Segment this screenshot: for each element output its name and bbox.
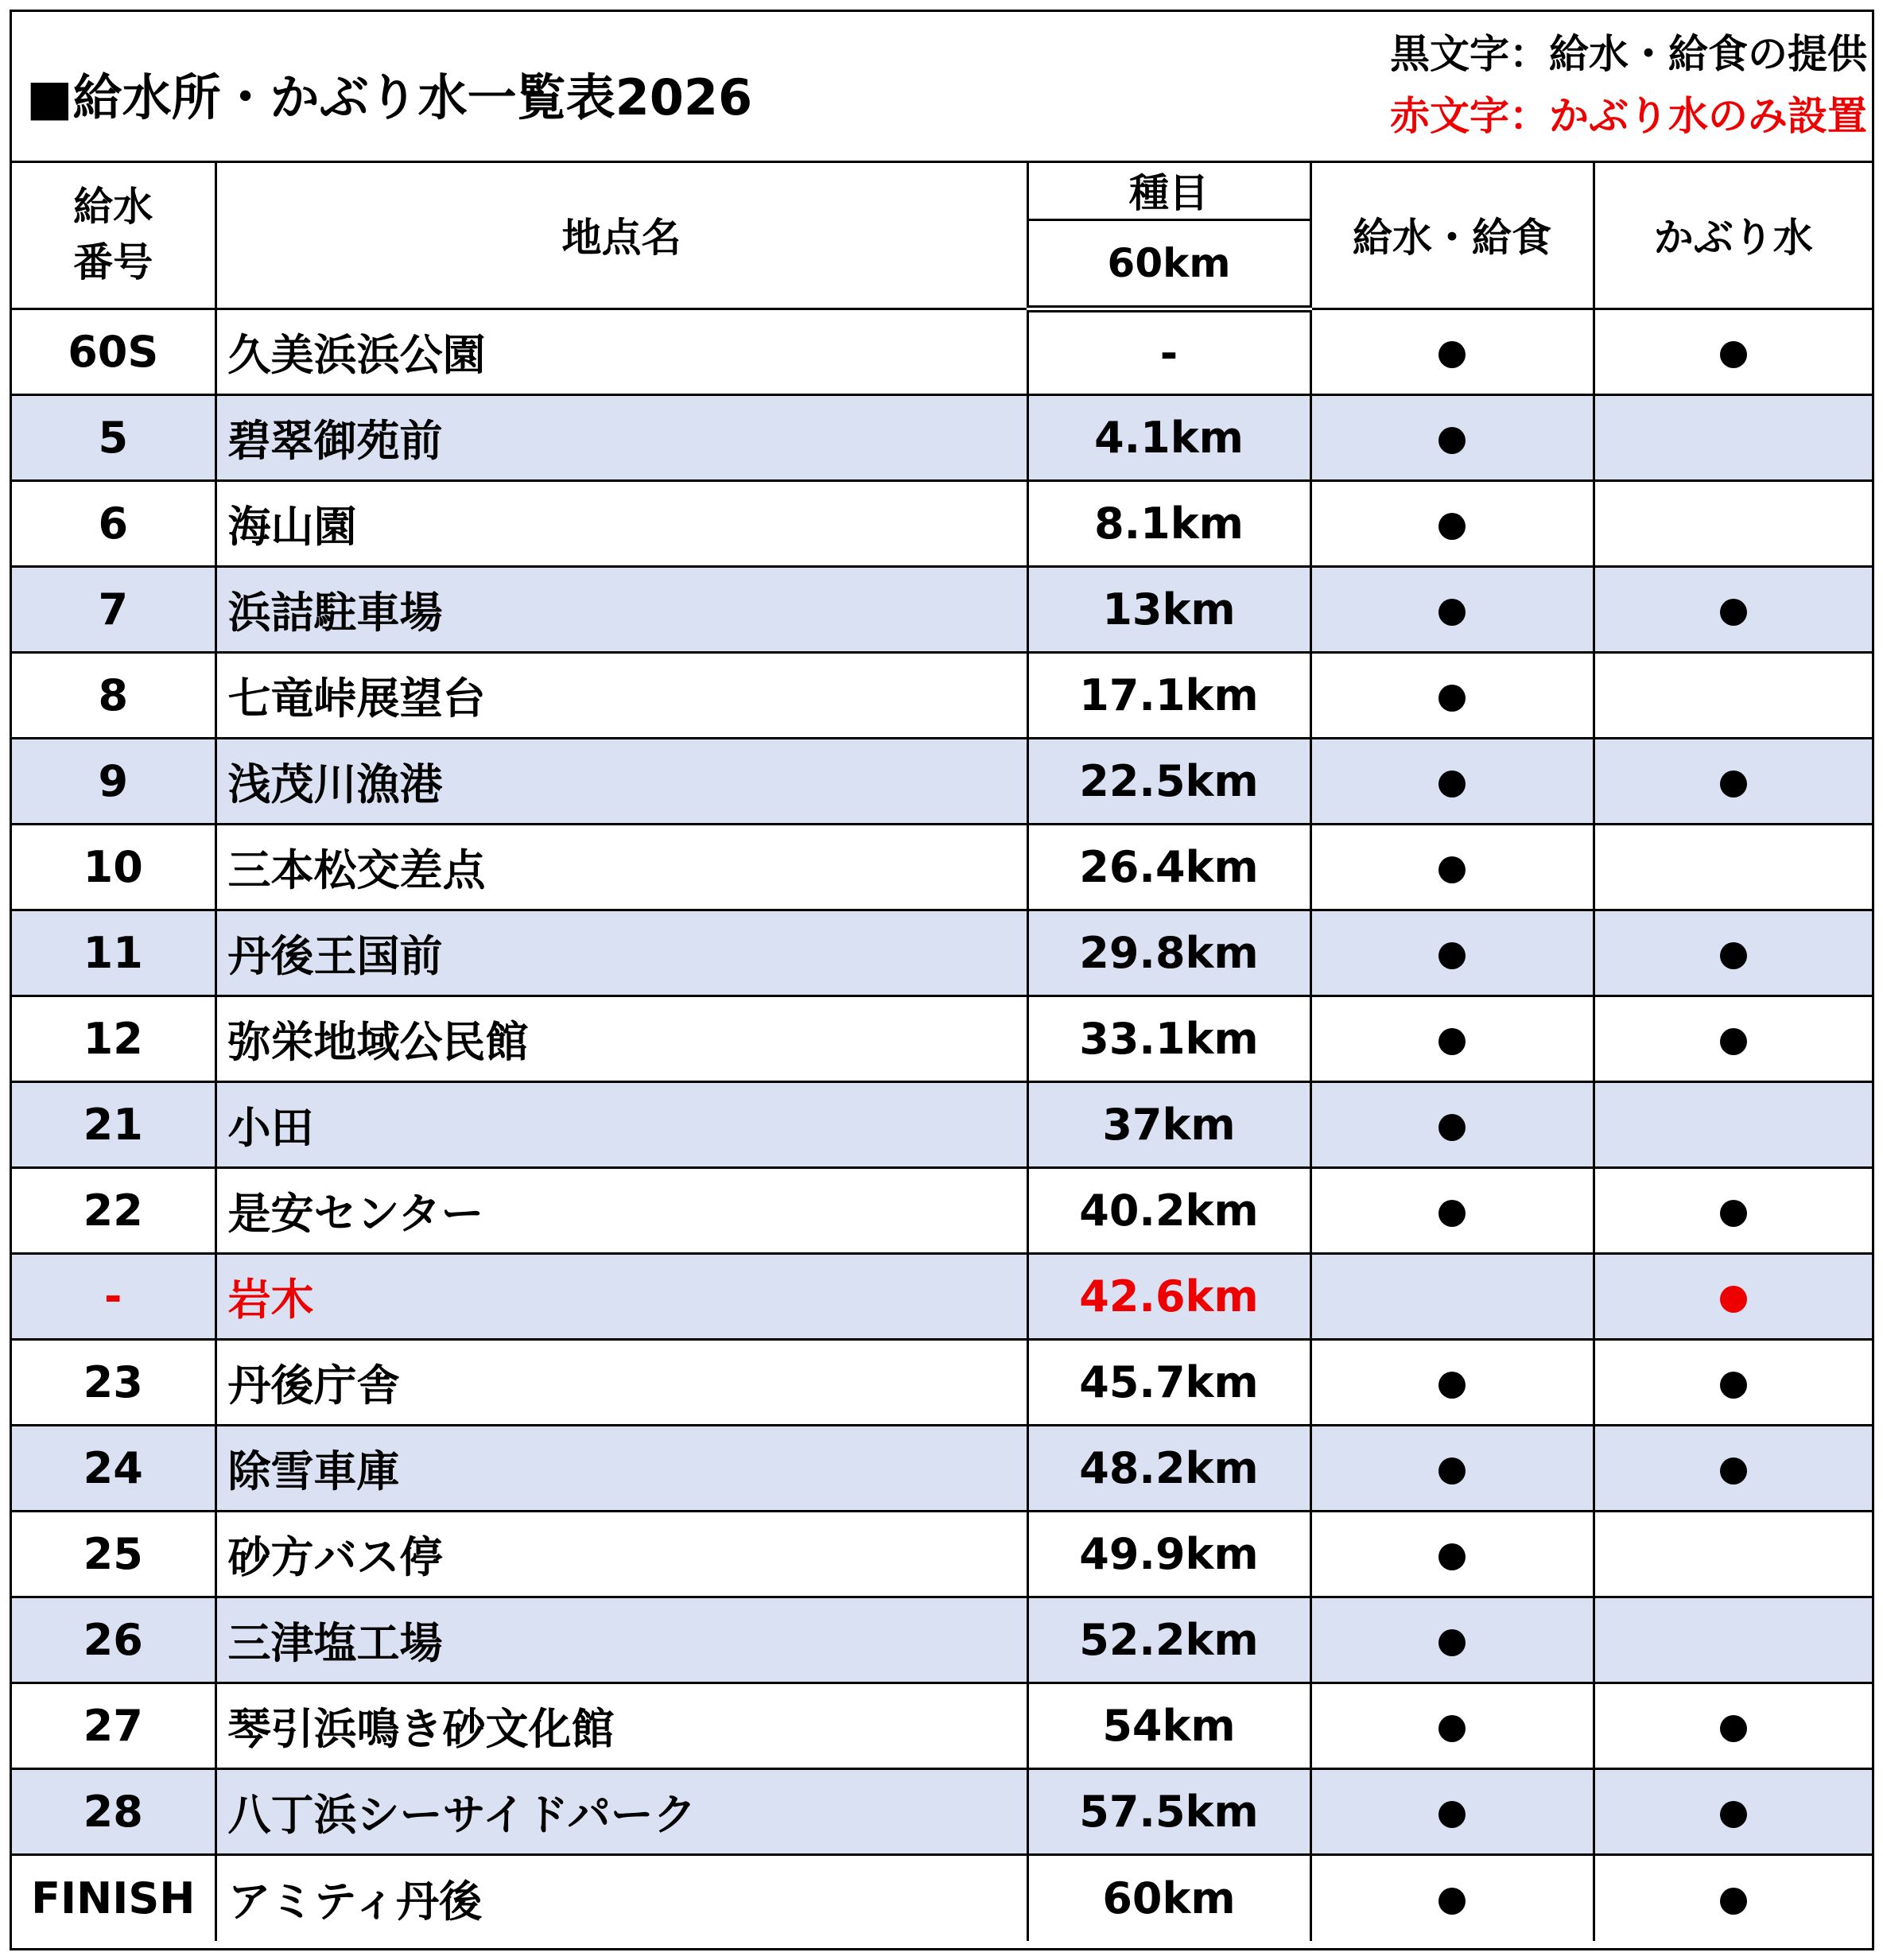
location-name: 岩木 [215, 1254, 1027, 1340]
location-name: 除雪車庫 [215, 1426, 1027, 1512]
table-row [12, 653, 1872, 739]
water-food-dot-icon [1438, 1114, 1466, 1141]
header-number-line1: 給水 [73, 184, 153, 230]
legend-red-text: 赤文字：かぶり水のみ設置 [1390, 93, 1867, 139]
water-food-cell [1310, 1426, 1594, 1512]
location-name: 丹後王国前 [215, 910, 1027, 996]
location-name: 丹後庁舎 [215, 1340, 1027, 1426]
kaburi-dot-icon [1720, 1372, 1747, 1399]
water-food-cell [1310, 1168, 1594, 1254]
water-food-dot-icon [1438, 599, 1466, 626]
location-name: 七竜峠展望台 [215, 653, 1027, 739]
location-name: 弥栄地域公民館 [215, 996, 1027, 1082]
location-name: 八丁浜シーサイドパーク [215, 1769, 1027, 1855]
legend-black-text: 黒文字：給水・給食の提供 [1390, 31, 1867, 77]
location-name: 是安センター [215, 1168, 1027, 1254]
table-row [12, 1254, 1872, 1340]
header-number-line2: 番号 [73, 239, 153, 285]
distance: 8.1km [1027, 481, 1310, 567]
kaburi-cell [1594, 1254, 1872, 1340]
water-food-dot-icon [1438, 513, 1466, 540]
water-food-dot-icon [1438, 770, 1466, 798]
water-food-cell [1310, 910, 1594, 996]
distance: 26.4km [1027, 825, 1310, 910]
legend [1390, 23, 1867, 147]
table-row [12, 910, 1872, 996]
kaburi-dot-icon [1720, 1888, 1747, 1915]
table-row [12, 739, 1872, 825]
table-row [12, 1597, 1872, 1683]
location-name: 砂方バス停 [215, 1512, 1027, 1597]
kaburi-cell [1594, 395, 1872, 481]
table-row [12, 1340, 1872, 1426]
water-food-dot-icon [1438, 856, 1466, 883]
header-number [12, 161, 215, 309]
water-food-dot-icon [1438, 685, 1466, 712]
water-food-dot-icon [1438, 1543, 1466, 1570]
water-food-cell [1310, 825, 1594, 910]
header-water-food: 給水・給食 [1310, 161, 1594, 309]
distance: 52.2km [1027, 1597, 1310, 1683]
table-row [12, 996, 1872, 1082]
kaburi-dot-icon [1720, 1028, 1747, 1055]
station-number: 25 [12, 1512, 215, 1597]
table-row [12, 1082, 1872, 1168]
kaburi-cell [1594, 996, 1872, 1082]
station-number: 10 [12, 825, 215, 910]
location-name: 碧翠御苑前 [215, 395, 1027, 481]
header-kaburi: かぶり水 [1594, 161, 1872, 309]
location-name: 浜詰駐車場 [215, 567, 1027, 653]
kaburi-dot-icon [1720, 1715, 1747, 1742]
water-food-cell [1310, 309, 1594, 395]
water-food-cell [1310, 1769, 1594, 1855]
station-number: 24 [12, 1426, 215, 1512]
distance: 17.1km [1027, 653, 1310, 739]
table-row [12, 395, 1872, 481]
location-name: 浅茂川漁港 [215, 739, 1027, 825]
distance: 54km [1027, 1683, 1310, 1769]
table-row [12, 1769, 1872, 1855]
kaburi-dot-icon [1720, 341, 1747, 368]
distance: 48.2km [1027, 1426, 1310, 1512]
water-food-dot-icon [1438, 1028, 1466, 1055]
water-food-dot-icon [1438, 1715, 1466, 1742]
distance: 57.5km [1027, 1769, 1310, 1855]
location-name: アミティ丹後 [215, 1855, 1027, 1941]
aid-station-sheet [10, 10, 1874, 1950]
station-number: 5 [12, 395, 215, 481]
table-row [12, 567, 1872, 653]
table-row [12, 1512, 1872, 1597]
distance: 45.7km [1027, 1340, 1310, 1426]
table-row [12, 1168, 1872, 1254]
kaburi-cell [1594, 825, 1872, 910]
station-number: 23 [12, 1340, 215, 1426]
distance: 4.1km [1027, 395, 1310, 481]
table-row [12, 309, 1872, 395]
table-row [12, 1855, 1872, 1941]
water-food-dot-icon [1438, 1200, 1466, 1227]
water-food-dot-icon [1438, 1629, 1466, 1656]
distance: 40.2km [1027, 1168, 1310, 1254]
distance: 37km [1027, 1082, 1310, 1168]
distance: 33.1km [1027, 996, 1310, 1082]
distance: 13km [1027, 567, 1310, 653]
station-number: 26 [12, 1597, 215, 1683]
kaburi-dot-icon [1720, 1801, 1747, 1828]
station-number: 6 [12, 481, 215, 567]
distance: 29.8km [1027, 910, 1310, 996]
aid-station-table [12, 161, 1872, 1941]
station-number: 27 [12, 1683, 215, 1769]
kaburi-cell [1594, 481, 1872, 567]
header-location: 地点名 [215, 161, 1027, 309]
water-food-cell [1310, 739, 1594, 825]
water-food-cell [1310, 1082, 1594, 1168]
kaburi-dot-icon [1720, 1286, 1747, 1313]
kaburi-cell [1594, 653, 1872, 739]
water-food-cell [1310, 395, 1594, 481]
station-number: 9 [12, 739, 215, 825]
water-food-dot-icon [1438, 1888, 1466, 1915]
station-number: - [12, 1254, 215, 1340]
kaburi-cell [1594, 1597, 1872, 1683]
water-food-dot-icon [1438, 1801, 1466, 1828]
kaburi-cell [1594, 1855, 1872, 1941]
kaburi-cell [1594, 910, 1872, 996]
distance: 49.9km [1027, 1512, 1310, 1597]
water-food-cell [1310, 1512, 1594, 1597]
header-category: 種目 [1027, 161, 1310, 220]
water-food-dot-icon [1438, 1372, 1466, 1399]
location-name: 三本松交差点 [215, 825, 1027, 910]
station-number: 28 [12, 1769, 215, 1855]
station-number: 12 [12, 996, 215, 1082]
page-title: ■給水所・かぶり水一覧表2026 [26, 68, 753, 126]
distance: - [1027, 309, 1310, 395]
water-food-cell [1310, 1254, 1594, 1340]
water-food-dot-icon [1438, 427, 1466, 454]
kaburi-cell [1594, 567, 1872, 653]
header-distance: 60km [1027, 220, 1310, 309]
water-food-cell [1310, 1597, 1594, 1683]
station-number: FINISH [12, 1855, 215, 1941]
station-number: 7 [12, 567, 215, 653]
water-food-cell [1310, 1855, 1594, 1941]
kaburi-cell [1594, 739, 1872, 825]
title-block [12, 12, 1872, 163]
water-food-cell [1310, 1340, 1594, 1426]
station-number: 11 [12, 910, 215, 996]
kaburi-dot-icon [1720, 942, 1747, 969]
water-food-dot-icon [1438, 1457, 1466, 1485]
kaburi-cell [1594, 1168, 1872, 1254]
distance: 60km [1027, 1855, 1310, 1941]
location-name: 三津塩工場 [215, 1597, 1027, 1683]
kaburi-cell [1594, 1769, 1872, 1855]
kaburi-dot-icon [1720, 1200, 1747, 1227]
kaburi-cell [1594, 1340, 1872, 1426]
location-name: 久美浜浜公園 [215, 309, 1027, 395]
station-number: 22 [12, 1168, 215, 1254]
kaburi-cell [1594, 1426, 1872, 1512]
kaburi-dot-icon [1720, 770, 1747, 798]
station-number: 60S [12, 309, 215, 395]
water-food-dot-icon [1438, 341, 1466, 368]
station-number: 21 [12, 1082, 215, 1168]
distance: 42.6km [1027, 1254, 1310, 1340]
water-food-cell [1310, 653, 1594, 739]
table-row [12, 1426, 1872, 1512]
water-food-cell [1310, 567, 1594, 653]
station-number: 8 [12, 653, 215, 739]
kaburi-dot-icon [1720, 1457, 1747, 1485]
water-food-cell [1310, 996, 1594, 1082]
distance: 22.5km [1027, 739, 1310, 825]
kaburi-cell [1594, 1512, 1872, 1597]
table-row [12, 825, 1872, 910]
kaburi-cell [1594, 1082, 1872, 1168]
water-food-cell [1310, 1683, 1594, 1769]
location-name: 海山園 [215, 481, 1027, 567]
kaburi-cell [1594, 309, 1872, 395]
kaburi-cell [1594, 1683, 1872, 1769]
location-name: 小田 [215, 1082, 1027, 1168]
water-food-cell [1310, 481, 1594, 567]
location-name: 琴引浜鳴き砂文化館 [215, 1683, 1027, 1769]
water-food-dot-icon [1438, 942, 1466, 969]
table-row [12, 481, 1872, 567]
kaburi-dot-icon [1720, 599, 1747, 626]
table-row [12, 1683, 1872, 1769]
